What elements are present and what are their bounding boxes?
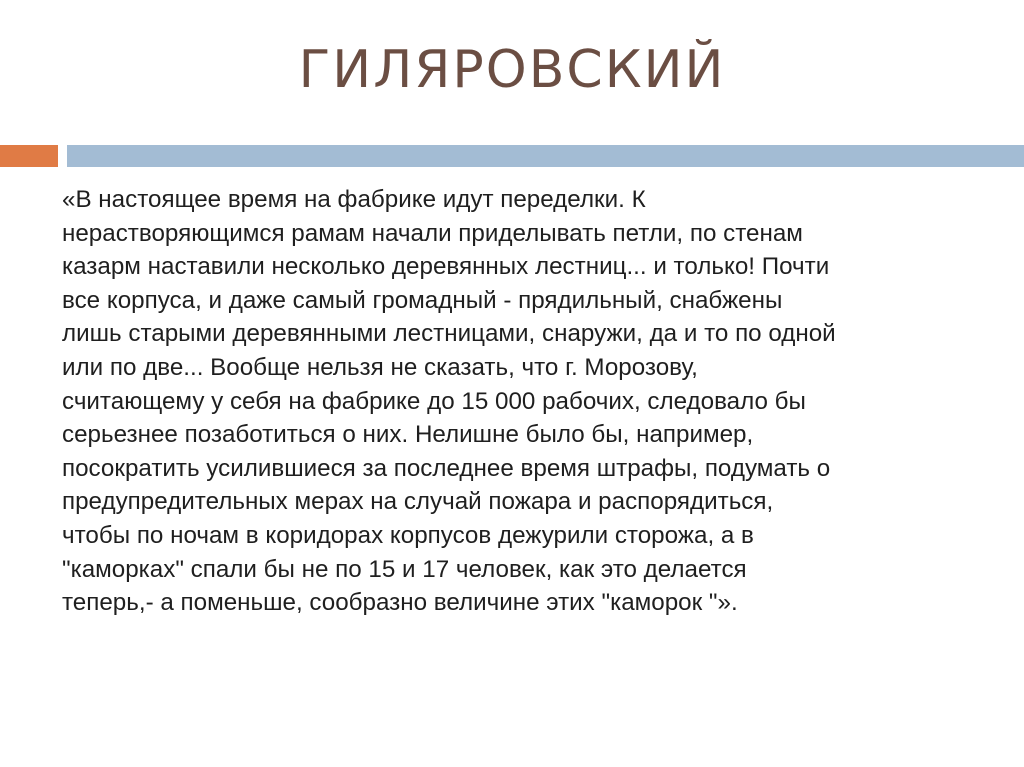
title-accent-orange-bar xyxy=(0,145,58,167)
slide-title: ГИЛЯРОВСКИЙ xyxy=(298,40,726,100)
title-accent-blue-bar xyxy=(67,145,1024,167)
quote-body-text: «В настоящее время на фабрике идут переделки. К нерастворяющимся рамам начали приделывать петли, по стенам казарм наставили несколько деревянных лестниц... и только! Почти все корпуса, и даже самый громадный - прядильный, снабжены лишь старыми деревянными лестницами, снаружи, да и то по одной или по две... Вообще нельзя не сказать, что г. Морозову, считающему у себя на фабрике до 15 000 рабочих, следовало бы серьезнее позаботиться о них. Нелишне было бы, например, посократить усилившиеся за последнее время штрафы, подумать о предупредительных мерах на случай пожара и распорядиться, чтобы по ночам в коридорах корпусов дежурили сторожа, а в "каморках" спали бы не по 15 и 17 человек, как это делается теперь,- а поменьше, сообразно величине этих "каморок "». xyxy=(62,186,836,617)
